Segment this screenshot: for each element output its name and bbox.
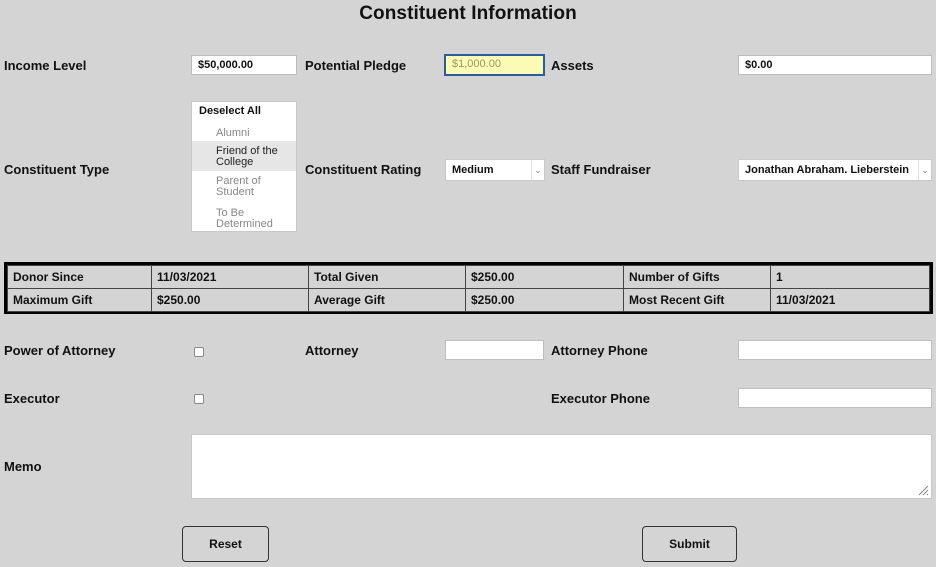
average-gift-value: $250.00 — [466, 289, 624, 312]
memo-textarea[interactable] — [191, 434, 932, 499]
average-gift-label: Average Gift — [309, 289, 466, 312]
total-given-label: Total Given — [309, 266, 466, 289]
power-of-attorney-label: Power of Attorney — [4, 343, 116, 358]
chevron-down-icon: ⌄ — [531, 160, 544, 180]
option-parent-of-student[interactable]: Parent of Student — [216, 175, 261, 198]
reset-button[interactable]: Reset — [182, 526, 269, 562]
income-level-field[interactable]: $50,000.00 — [191, 55, 297, 75]
executor-checkbox[interactable] — [194, 394, 204, 404]
power-of-attorney-checkbox[interactable] — [194, 347, 204, 357]
constituent-rating-value: Medium — [452, 164, 494, 176]
chevron-down-icon: ⌄ — [918, 160, 931, 180]
total-given-value: $250.00 — [466, 266, 624, 289]
attorney-phone-label: Attorney Phone — [551, 343, 648, 358]
table-row — [8, 289, 930, 312]
maximum-gift-label: Maximum Gift — [8, 289, 152, 312]
constituent-rating-select[interactable] — [445, 159, 545, 181]
assets-field[interactable]: $0.00 — [738, 55, 932, 75]
attorney-label: Attorney — [305, 343, 359, 358]
resize-grip-icon[interactable] — [917, 484, 929, 496]
most-recent-gift-label: Most Recent Gift — [624, 289, 771, 312]
assets-label: Assets — [551, 58, 594, 73]
number-of-gifts-value: 1 — [771, 266, 930, 289]
most-recent-gift-value: 11/03/2021 — [771, 289, 930, 312]
page-title: Constituent Information — [359, 3, 577, 24]
attorney-phone-field[interactable] — [738, 340, 932, 360]
executor-phone-field[interactable] — [738, 388, 932, 408]
potential-pledge-field[interactable]: $1,000.00 — [444, 54, 545, 76]
memo-label: Memo — [4, 459, 42, 474]
staff-fundraiser-value: Jonathan Abraham. Lieberstein — [745, 164, 910, 176]
executor-phone-label: Executor Phone — [551, 391, 650, 406]
donor-since-value: 11/03/2021 — [152, 266, 309, 289]
deselect-all-option[interactable]: Deselect All — [199, 105, 261, 117]
constituent-type-listbox[interactable] — [191, 101, 297, 232]
number-of-gifts-label: Number of Gifts — [624, 266, 771, 289]
potential-pledge-label: Potential Pledge — [305, 58, 407, 73]
table-row — [8, 266, 930, 289]
option-friend-of-the-college[interactable]: Friend of the College — [192, 141, 296, 171]
donor-since-label: Donor Since — [8, 266, 152, 289]
submit-button[interactable]: Submit — [642, 526, 737, 562]
option-alumni[interactable]: Alumni — [216, 127, 250, 139]
constituent-rating-label: Constituent Rating — [305, 162, 422, 177]
maximum-gift-value: $250.00 — [152, 289, 309, 312]
donor-summary-table — [4, 262, 933, 314]
attorney-field[interactable] — [445, 340, 544, 360]
executor-label: Executor — [4, 391, 60, 406]
income-level-label: Income Level — [4, 58, 87, 73]
option-to-be-determined[interactable]: To Be Determined — [216, 207, 273, 230]
constituent-type-label: Constituent Type — [4, 162, 110, 177]
staff-fundraiser-label: Staff Fundraiser — [551, 162, 651, 177]
staff-fundraiser-select[interactable] — [738, 159, 932, 181]
